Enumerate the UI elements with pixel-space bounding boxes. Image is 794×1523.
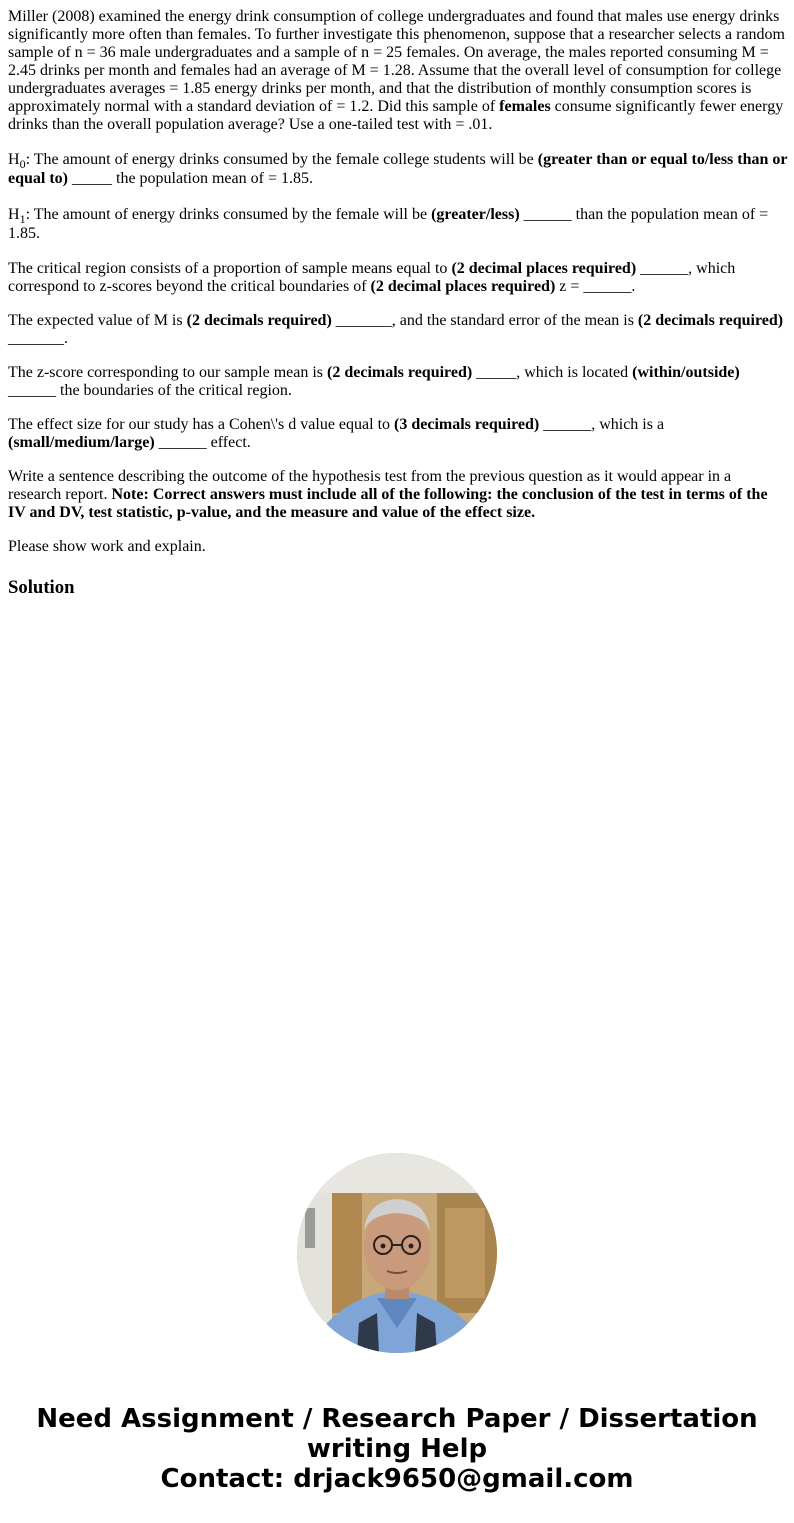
z-score-question (8, 364, 788, 400)
critical-region-question (8, 260, 788, 296)
zscore-precision: (2 decimals required) (327, 364, 473, 381)
h0-text: : The amount of energy drinks consumed by the female college students will be (25, 151, 538, 168)
null-hypothesis (8, 150, 788, 188)
effect-blank: ______ effect. (154, 434, 251, 451)
h1-subscript: 1 (19, 212, 26, 226)
h1-options: (greater/less) (431, 206, 520, 223)
critical-text-2: ______, which correspond to z-scores beyond the critical boundaries of (8, 260, 736, 295)
critical-text: The critical region consists of a proportion of sample means equal to (8, 260, 452, 277)
promo-line-1: Need Assignment / Research Paper / Dissertation (36, 1404, 758, 1434)
h1-text: : The amount of energy drinks consumed by the female will be (25, 206, 432, 223)
zscore-text-2: _____, which is located (472, 364, 633, 381)
zscore-blank: ______ the boundaries of the critical region. (8, 382, 292, 399)
expected-precision-1: (2 decimals required) (186, 312, 332, 329)
effect-size-question (8, 416, 788, 452)
expected-text-2: _______, and the standard error of the mean is (331, 312, 638, 329)
zscore-options: (within/outside) (632, 364, 740, 381)
intro-text-end: consume significantly fewer energy drinks than the overall population average? Use a one-tailed test with = .01. (8, 98, 784, 133)
report-sentence-question (8, 468, 788, 522)
effect-text: The effect size for our study has a Cohen\'s d value equal to (8, 416, 395, 433)
expected-value-question (8, 312, 788, 348)
solution-heading: Solution (8, 577, 75, 598)
promo-contact: Contact: drjack9650@gmail.com (160, 1464, 634, 1494)
h0-options: (greater than or equal to/less than or equal to) (8, 151, 788, 187)
alternative-hypothesis (8, 205, 788, 243)
author-avatar (297, 1153, 497, 1353)
zscore-text: The z-score corresponding to our sample mean is (8, 364, 328, 381)
show-work-text: Please show work and explain. (8, 538, 206, 555)
effect-text-2: ______, which is a (539, 416, 665, 433)
h1-label: H (8, 206, 20, 223)
author-portrait-image (297, 1153, 497, 1353)
intro-text: Miller (2008) examined the energy drink consumption of college undergraduates and found that males use energy drinks significantly more often than females. To further investigate this phenomenon, suppose that a researcher selects a random sample of n = 36 male undergraduates and a sample of n = 25 females. On average, the males reported consuming M = 2.45 drinks per month and females had an average of M = 1.28. Assume that the overall level of consumption for college undergraduates averages = 1.85 energy drinks per month, and that the distribution of monthly consumption scores is approximately normal with a standard deviation of = 1.2. Did this sample of (8, 8, 785, 115)
question-content (8, 8, 788, 572)
h0-subscript: 0 (19, 157, 26, 171)
intro-emphasis: females (499, 98, 551, 115)
effect-precision: (3 decimals required) (394, 416, 540, 433)
expected-blank: _______. (8, 330, 68, 347)
h0-label: H (8, 151, 20, 168)
critical-blank: z = ______. (555, 278, 636, 295)
critical-precision-2: (2 decimal places required) (370, 278, 556, 295)
write-note: Note: Correct answers must include all of the following: the conclusion of the test in terms of the IV and DV, test statistic, p-value, and the measure and value of the effect size. (8, 486, 768, 521)
h0-blank: _____ the population mean of = 1.85. (68, 170, 313, 187)
write-text: Write a sentence describing the outcome of the hypothesis test from the previous question as it would appear in a research report. (8, 468, 732, 503)
expected-precision-2: (2 decimals required) (637, 312, 784, 329)
critical-precision-1: (2 decimal places required) (451, 260, 637, 277)
problem-intro (8, 8, 788, 134)
promo-banner (0, 1404, 794, 1494)
h1-blank: ______ than the population mean of = 1.85. (8, 206, 769, 242)
promo-line-2: writing Help (306, 1434, 488, 1464)
expected-text: The expected value of M is (8, 312, 187, 329)
effect-options: (small/medium/large) (8, 434, 155, 451)
